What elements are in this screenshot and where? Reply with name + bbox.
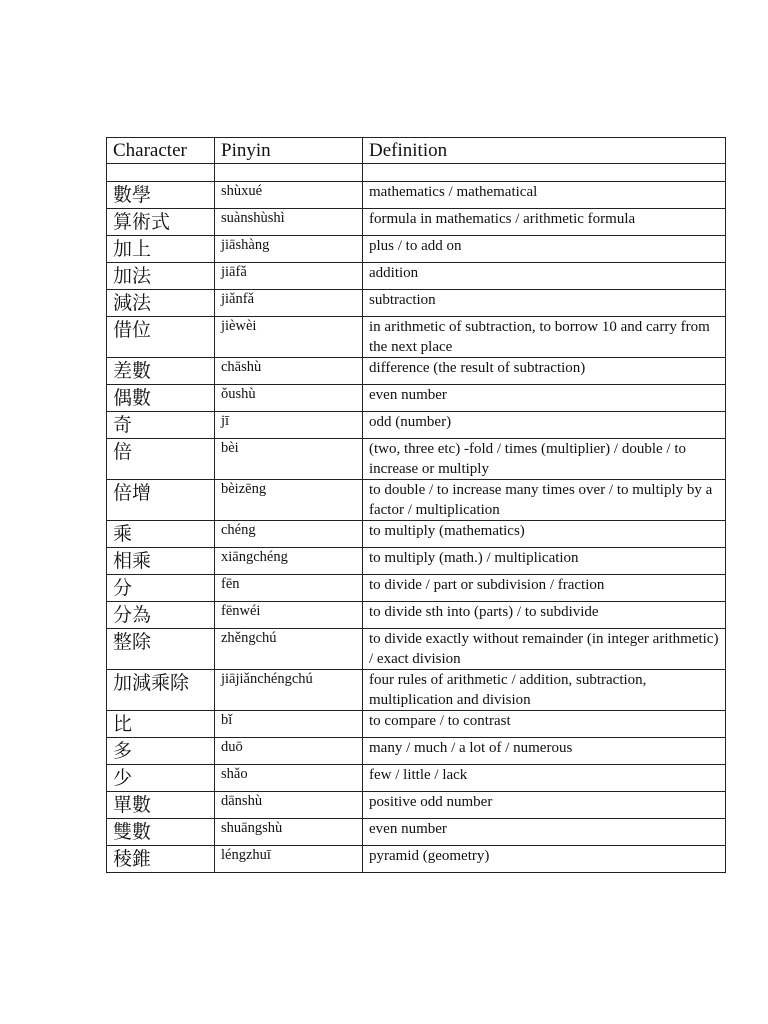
character-cell: 單數 [107,792,215,819]
character-cell: 雙數 [107,819,215,846]
definition-cell: to divide exactly without remainder (in integer arithmetic) / exact division [363,629,726,670]
blank-cell [215,164,363,182]
character-cell: 加上 [107,236,215,263]
pinyin-cell: shuāngshù [215,819,363,846]
character-cell: 差數 [107,358,215,385]
header-row [107,138,726,164]
definition-cell: pyramid (geometry) [363,846,726,873]
table-row [107,209,726,236]
character-cell: 算術式 [107,209,215,236]
blank-cell [107,164,215,182]
table-row [107,629,726,670]
table-body [107,164,726,873]
character-cell: 多 [107,738,215,765]
definition-cell: subtraction [363,290,726,317]
definition-cell: addition [363,263,726,290]
header-character: Character [107,138,215,164]
definition-cell: even number [363,819,726,846]
table-row [107,765,726,792]
definition-cell: to multiply (mathematics) [363,521,726,548]
blank-cell [363,164,726,182]
definition-cell: to divide sth into (parts) / to subdivide [363,602,726,629]
character-cell: 倍 [107,439,215,480]
character-cell: 加法 [107,263,215,290]
definition-cell: even number [363,385,726,412]
character-cell: 少 [107,765,215,792]
table-row [107,738,726,765]
pinyin-cell: jiǎnfǎ [215,290,363,317]
definition-cell: to double / to increase many times over / to multiply by a factor / multiplication [363,480,726,521]
pinyin-cell: léngzhuī [215,846,363,873]
character-cell: 加減乘除 [107,670,215,711]
table-row [107,182,726,209]
character-cell: 分 [107,575,215,602]
pinyin-cell: suànshùshì [215,209,363,236]
table-row [107,711,726,738]
definition-cell: positive odd number [363,792,726,819]
character-cell: 奇 [107,412,215,439]
pinyin-cell: bèi [215,439,363,480]
table-row [107,792,726,819]
character-cell: 相乘 [107,548,215,575]
definition-cell: (two, three etc) -fold / times (multiplier) / double / to increase or multiply [363,439,726,480]
table-row [107,846,726,873]
pinyin-cell: jiāshàng [215,236,363,263]
table-row [107,236,726,263]
pinyin-cell: shùxué [215,182,363,209]
table-row [107,263,726,290]
definition-cell: four rules of arithmetic / addition, subtraction, multiplication and division [363,670,726,711]
definition-cell: to compare / to contrast [363,711,726,738]
definition-cell: odd (number) [363,412,726,439]
pinyin-cell: jiāfǎ [215,263,363,290]
character-cell: 減法 [107,290,215,317]
definition-cell: mathematics / mathematical [363,182,726,209]
table-row [107,575,726,602]
definition-cell: in arithmetic of subtraction, to borrow 10 and carry from the next place [363,317,726,358]
table-row [107,290,726,317]
definition-cell: to divide / part or subdivision / fraction [363,575,726,602]
pinyin-cell: dānshù [215,792,363,819]
table-row [107,317,726,358]
pinyin-cell: duō [215,738,363,765]
table-row [107,602,726,629]
table-row [107,521,726,548]
definition-cell: to multiply (math.) / multiplication [363,548,726,575]
table-row [107,548,726,575]
table-row [107,358,726,385]
definition-cell: many / much / a lot of / numerous [363,738,726,765]
definition-cell: formula in mathematics / arithmetic formula [363,209,726,236]
character-cell: 分為 [107,602,215,629]
character-cell: 整除 [107,629,215,670]
pinyin-cell: fēn [215,575,363,602]
pinyin-cell: jièwèi [215,317,363,358]
pinyin-cell: jiājiǎnchéngchú [215,670,363,711]
pinyin-cell: ǒushù [215,385,363,412]
table-row [107,480,726,521]
pinyin-cell: shǎo [215,765,363,792]
character-cell: 數學 [107,182,215,209]
table-row [107,412,726,439]
definition-cell: plus / to add on [363,236,726,263]
pinyin-cell: chéng [215,521,363,548]
pinyin-cell: xiāngchéng [215,548,363,575]
blank-row [107,164,726,182]
header-definition: Definition [363,138,726,164]
definition-cell: difference (the result of subtraction) [363,358,726,385]
vocabulary-table [106,137,726,873]
header-pinyin: Pinyin [215,138,363,164]
table-row [107,819,726,846]
table-row [107,670,726,711]
pinyin-cell: bǐ [215,711,363,738]
character-cell: 偶數 [107,385,215,412]
character-cell: 比 [107,711,215,738]
pinyin-cell: zhěngchú [215,629,363,670]
character-cell: 稜錐 [107,846,215,873]
character-cell: 借位 [107,317,215,358]
definition-cell: few / little / lack [363,765,726,792]
character-cell: 乘 [107,521,215,548]
character-cell: 倍增 [107,480,215,521]
table-row [107,385,726,412]
pinyin-cell: fēnwéi [215,602,363,629]
pinyin-cell: bèizēng [215,480,363,521]
table-row [107,439,726,480]
pinyin-cell: chāshù [215,358,363,385]
pinyin-cell: jī [215,412,363,439]
